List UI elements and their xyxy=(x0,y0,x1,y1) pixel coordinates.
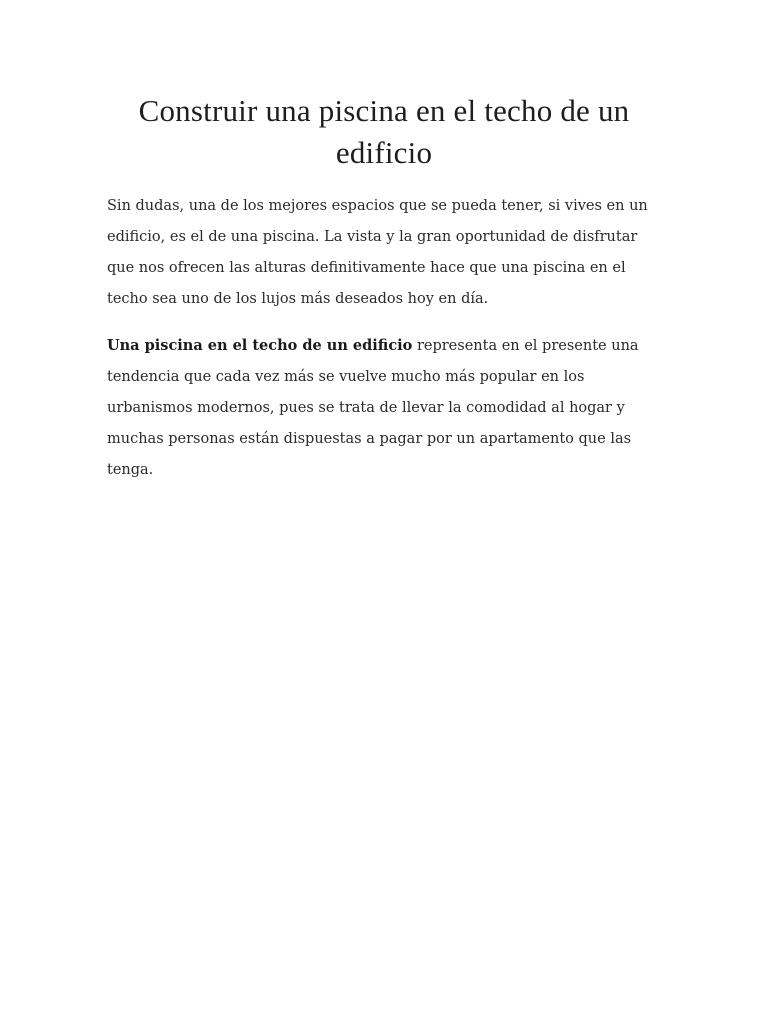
paragraph-lead-bold: Una piscina en el techo de un edificio xyxy=(107,337,413,354)
paragraph-intro: Sin dudas, una de los mejores espacios que se pueda tener, si vives en un edificio, es el de una piscina. La vista y la gran oportunidad de disfrutar que nos ofrecen las alturas definitivamente hace que una piscina en el techo sea uno de los lujos más deseados hoy en día. xyxy=(107,198,648,307)
paragraph-trend-text: representa en el presente una tendencia que cada vez más se vuelve mucho más popular en los urbanismos modernos, pues se trata de llevar la comodidad al hogar y muchas personas están dispuestas a pagar por un apartamento que las tenga. xyxy=(107,338,639,478)
article-title: Construir una piscina en el techo de un edificio xyxy=(138,93,630,170)
paragraph-trend xyxy=(107,330,662,486)
